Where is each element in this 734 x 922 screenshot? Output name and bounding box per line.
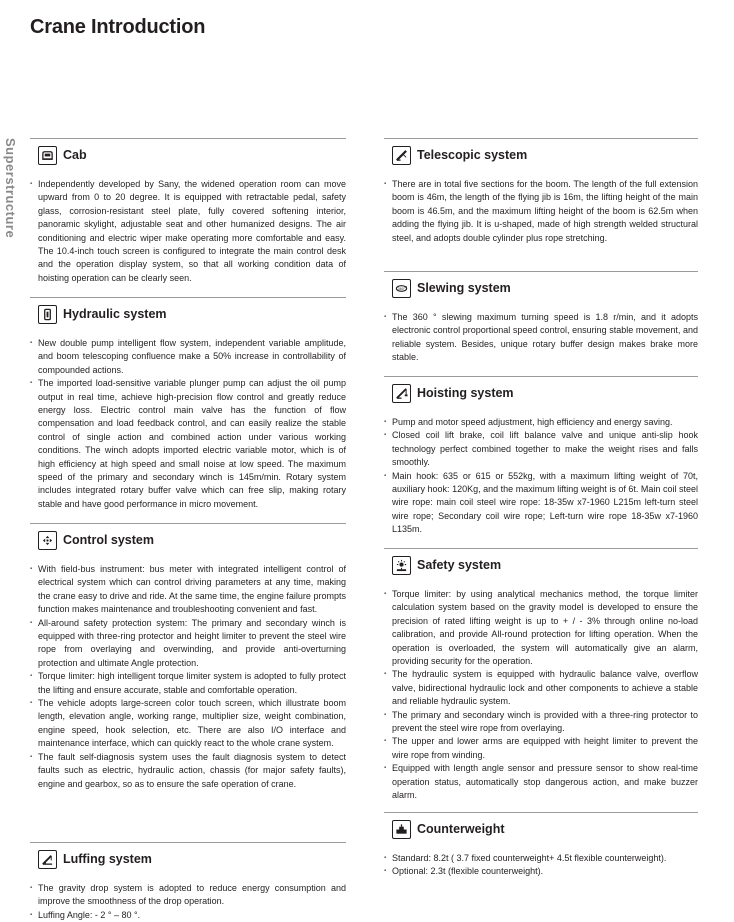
item-list [384, 588, 698, 803]
cab-icon [38, 146, 57, 165]
section-header [384, 812, 698, 840]
side-label: Superstructure [3, 138, 18, 239]
item-list [30, 178, 346, 285]
luffing-icon [38, 850, 57, 869]
section-header [30, 842, 346, 870]
item-list [30, 882, 346, 922]
item-list [384, 852, 698, 879]
section-title: Luffing system [63, 852, 152, 866]
counterweight-icon [392, 820, 411, 839]
list-item: ▪ New double pump intelligent flow system, independent variable amplitude, and boom telescoping confluence make a 50% increase in controllability of compounded actions. [30, 337, 346, 377]
section-luffing [30, 842, 346, 922]
section-header [384, 271, 698, 299]
item-list [30, 563, 346, 791]
left-column [30, 138, 346, 922]
section-control [30, 523, 346, 842]
section-header [384, 376, 698, 404]
hydraulic-icon [38, 305, 57, 324]
section-title: Hoisting system [417, 386, 514, 400]
list-item: ▪ Closed coil lift brake, coil lift balance valve and unique anti-slip hook technology perfect combined together to make the weight rises and falls smoothly. [384, 429, 698, 469]
list-item: ▪ Torque limiter: by using analytical mechanics method, the torque limiter calculation system based on the gravity model is developed to ensure the precision of rated lifting weight is up to + / - 3% through online no-load calibration, and provide All-round protection for lifting operation. When the operation is overloaded, the system will automatically give an alarm, providing security for the operation. [384, 588, 698, 668]
section-header [30, 138, 346, 166]
section-header [30, 297, 346, 325]
list-item: ▪ The gravity drop system is adopted to reduce energy consumption and improve the smoothness of the drop operation. [30, 882, 346, 909]
list-item: ▪ Torque limiter: high intelligent torque limiter system is adopted to fully protect the lifting and ensure accurate, stable and comfortable operation. [30, 670, 346, 697]
section-slewing [384, 271, 698, 376]
list-item: ▪ Equipped with length angle sensor and pressure sensor to show real-time operation status, automatically stop dangerous action, and make buzzer alarm. [384, 762, 698, 802]
slewing-icon [392, 279, 411, 298]
section-safety [384, 548, 698, 812]
section-title: Cab [63, 148, 87, 162]
list-item: ▪ Luffing Angle: - 2 ° – 80 °. [30, 909, 346, 922]
hoisting-icon [392, 384, 411, 403]
section-telescopic [384, 138, 698, 271]
section-title: Control system [63, 533, 154, 547]
item-list [384, 178, 698, 245]
item-list [30, 337, 346, 511]
section-title: Hydraulic system [63, 307, 167, 321]
section-title: Telescopic system [417, 148, 528, 162]
section-title: Counterweight [417, 822, 505, 836]
list-item: ▪ The upper and lower arms are equipped with height limiter to prevent the wire rope from winding. [384, 735, 698, 762]
list-item: ▪ There are in total five sections for the boom. The length of the full extension boom is 46m, the length of the flying jib is 16m, the lifting height of the main boom is 46.5m, and the maximum lifting height of the boom is 62.5m when adding the flying jib. It is u-shaped, made of high strength welded structural steel, and adopts double cylinder plus rope stretching. [384, 178, 698, 245]
right-column [384, 138, 698, 879]
telescopic-icon [392, 146, 411, 165]
list-item: ▪ The 360 ° slewing maximum turning speed is 1.8 r/min, and it adopts electronic control proportional speed control, ensuring stable movement, and reliable system. Besides, unique rotary buffer design makes brake more stable. [384, 311, 698, 365]
list-item: ▪ The vehicle adopts large-screen color touch screen, which illustrate boom length, elevation angle, working range, multiplier size, weight combination, engine speed, hook selection, etc. There are also I/O interface and maintenance interface, which can quickly react to the whole crane system. [30, 697, 346, 751]
section-cab [30, 138, 346, 297]
page-title: Crane Introduction [30, 16, 206, 38]
safety-icon [392, 556, 411, 575]
svg-text:360°: 360° [397, 286, 406, 291]
list-item: ▪ The primary and secondary winch is provided with a three-ring protector to prevent the steel wire rope from overlaying. [384, 709, 698, 736]
section-header [30, 523, 346, 551]
list-item: ▪ Standard: 8.2t ( 3.7 fixed counterweight+ 4.5t flexible counterweight). [384, 852, 698, 865]
list-item: ▪ Optional: 2.3t (flexible counterweight). [384, 865, 698, 878]
item-list [384, 311, 698, 365]
control-icon [38, 531, 57, 550]
section-hydraulic [30, 297, 346, 523]
list-item: ▪ The fault self-diagnosis system uses the fault diagnosis system to detect faults such as electric, hydraulic action, chassis (for major safety faults), engine and gearbox, so as to ensure the safe operation of crane. [30, 751, 346, 791]
list-item: ▪ All-around safety protection system: The primary and secondary winch is equipped with three-ring protector and height limiter to prevent the steel wire rope from overlaying and overwinding, and provide anti-overturning protection and ultimate Angle protection. [30, 617, 346, 671]
section-counterweight [384, 812, 698, 879]
list-item: ▪ Pump and motor speed adjustment, high efficiency and energy saving. [384, 416, 698, 429]
list-item: ▪ The hydraulic system is equipped with hydraulic balance valve, overflow valve, bidirectional hydraulic lock and other components to achieve a stable and reliable hydraulic system. [384, 668, 698, 708]
list-item: ▪ Independently developed by Sany, the widened operation room can move upward from 0 to 20 degree. It is equipped with retractable pedal, safety glass, corrosion-resistant steel plate, fully covered softening interior, panoramic skylight, adjustable seat and other humanized designs. The air conditioning and electric wiper make operating more comfortable and easy. The 10.4-inch touch screen is configured to integrate the main control desk and the operation display system, so that all working condition data of hoisting operation can be clearly seen. [30, 178, 346, 285]
section-header [384, 548, 698, 576]
item-list [384, 416, 698, 537]
list-item: ▪ The imported load-sensitive variable plunger pump can adjust the oil pump output in real time, achieve high-precision flow control and greatly reduce energy loss. Electric control main valve has the function of flow compensation and load feedback control, and can easily realize the stable control of single action and combined action under various working conditions. The winch adopts imported electric variable motor, which is of high efficiency at high speed and small noise at low speed. The maximum speed of the primary and secondary winch is 145m/min. Rotary system includes integrated rotary buffer valve which can free slip, making rotary stable and have good performance in micro movement. [30, 377, 346, 511]
section-header [384, 138, 698, 166]
section-title: Safety system [417, 558, 502, 572]
list-item: ▪ Main hook: 635 or 615 or 552kg, with a maximum lifting weight of 70t, auxiliary hook: 120Kg, and the maximum lifting weight is of 6t. Main coil steel wire rope: main coil steel wire rope: 18-35w x7-1960 L215m left-turn steel wire rope; Secondary coil wire rope; Left-turn wire rope 18-35w x7-1960 L135m. [384, 470, 698, 537]
section-hoisting [384, 376, 698, 548]
section-title: Slewing system [417, 281, 511, 295]
list-item: ▪ With field-bus instrument: bus meter with integrated intelligent control of electrical system which can control driving parameters at any time, making the crane easy to drive and ride. At the same time, the engine failure prompts function makes maintenance and troubleshooting convenient and fast. [30, 563, 346, 617]
